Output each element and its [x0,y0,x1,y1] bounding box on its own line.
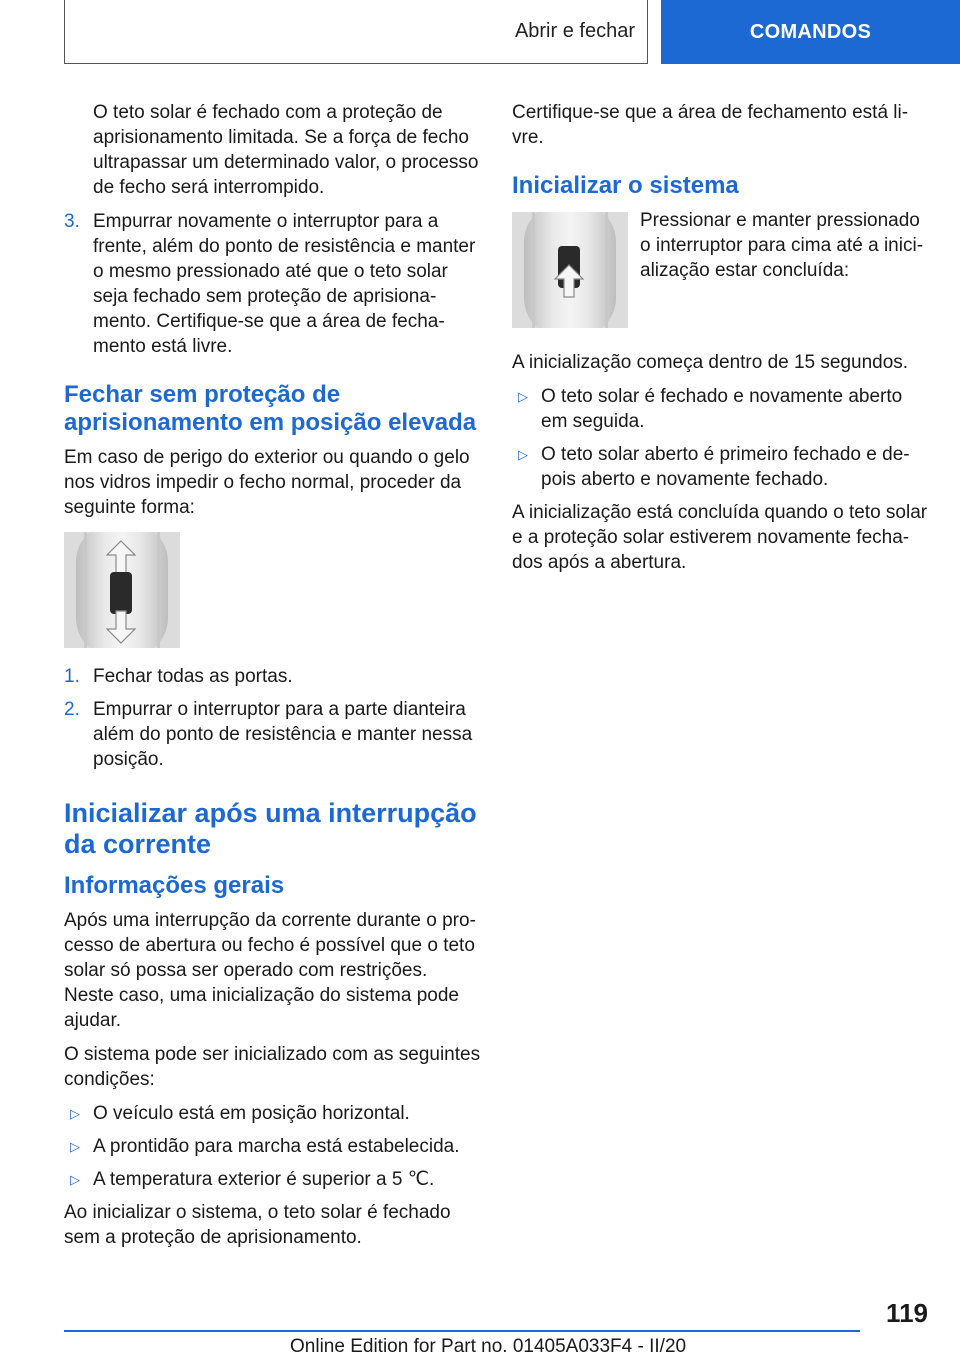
step-2 [64,697,482,772]
info-paragraph-1: Após uma interrupção da corrente durante o processo de abertura ou fecho é possível que o teto solar só possa ser operado com restrições. Neste caso, uma inicialização do sistema pode ajudar. [64,910,476,1031]
bullet-triangle-icon: ▷ [518,389,528,404]
list-item-text: A temperatura exterior é superior a 5 ℃. [93,1169,435,1190]
bullet-triangle-icon: ▷ [70,1172,80,1187]
arrow-up-icon [554,264,584,298]
check-paragraph: Certifique-se que a área de fechamento está livre. [512,102,909,148]
list-item [64,1101,482,1126]
bullet-triangle-icon: ▷ [70,1106,80,1121]
list-item [64,1167,482,1192]
list-item [512,384,930,434]
bullet-triangle-icon: ▷ [518,447,528,462]
switch-illustration-up [512,212,628,328]
header-chapter-tab[interactable]: COMANDOS [661,0,960,64]
roof-switch-icon [110,572,132,614]
switch-illustration-up-down [64,532,180,648]
info-paragraph-2: O sistema pode ser inicializado com as seguintes condições: [64,1044,481,1090]
done-paragraph: A inicialização está concluída quando o teto solar e a proteção solar estiverem novamente fechados após a abertura. [512,502,928,573]
arrow-up-icon [106,540,136,574]
footer-divider [64,1330,860,1332]
section-heading-init-system: Inicializar o sistema [512,172,739,199]
info-paragraph-3: Ao inicializar o sistema, o teto solar é fechado sem a proteção de aprisionamento. [64,1202,451,1248]
arrow-down-icon [106,610,136,644]
step-1 [64,664,482,689]
step-number: 1. [64,666,80,687]
list-item [64,1134,482,1159]
close-paragraph: Em caso de perigo do exterior ou quando o gelo nos vidros impedir o fecho normal, proceder da seguinte forma: [64,447,470,518]
list-item-text: O teto solar é fechado e novamente aberto em seguida. [541,386,903,432]
step-text: Fechar todas as portas. [93,666,293,687]
step-number: 3. [64,211,80,232]
page-number: 119 [886,1298,928,1328]
left-column [64,100,482,1259]
list-item-text: A prontidão para marcha está estabelecida. [93,1136,460,1157]
hold-paragraph: Pressionar e manter pressionado o interruptor para cima até a inicialização estar concluída: [640,210,924,281]
step-3 [64,209,482,359]
intro-paragraph: O teto solar é fechado com a proteção de aprisionamento limitada. Se a força de fecho ultrapassar um determinado valor, o processo de fecho será interrompido. [93,102,479,198]
step-number: 2. [64,699,80,720]
step-text: Empurrar novamente o interruptor para a frente, além do ponto de resistência e manter o mesmo pressionado até que o teto solar seja fechado sem proteção de aprisionamento. Certifique-se que a área de fechamento está livre. [93,211,476,357]
right-column [512,100,930,584]
list-item [512,442,930,492]
section-heading-info: Informações gerais [64,872,285,899]
section-heading-close: Fechar sem proteção de aprisionamento em posição elevada [64,381,477,436]
edition-note: Online Edition for Part no. 01405A033F4 - II/20 [290,1336,687,1357]
bullet-triangle-icon: ▷ [70,1139,80,1154]
start-paragraph: A inicialização começa dentro de 15 segundos. [512,352,909,373]
step-text: Empurrar o interruptor para a parte dianteira além do ponto de resistência e manter nessa posição. [93,699,473,770]
header-section-title: Abrir e fechar [514,20,635,42]
chapter-heading-init: Inicializar após uma interrupção da corrente [64,798,477,859]
list-item-text: O teto solar aberto é primeiro fechado e depois aberto e novamente fechado. [541,444,910,490]
list-item-text: O veículo está em posição horizontal. [93,1103,410,1124]
